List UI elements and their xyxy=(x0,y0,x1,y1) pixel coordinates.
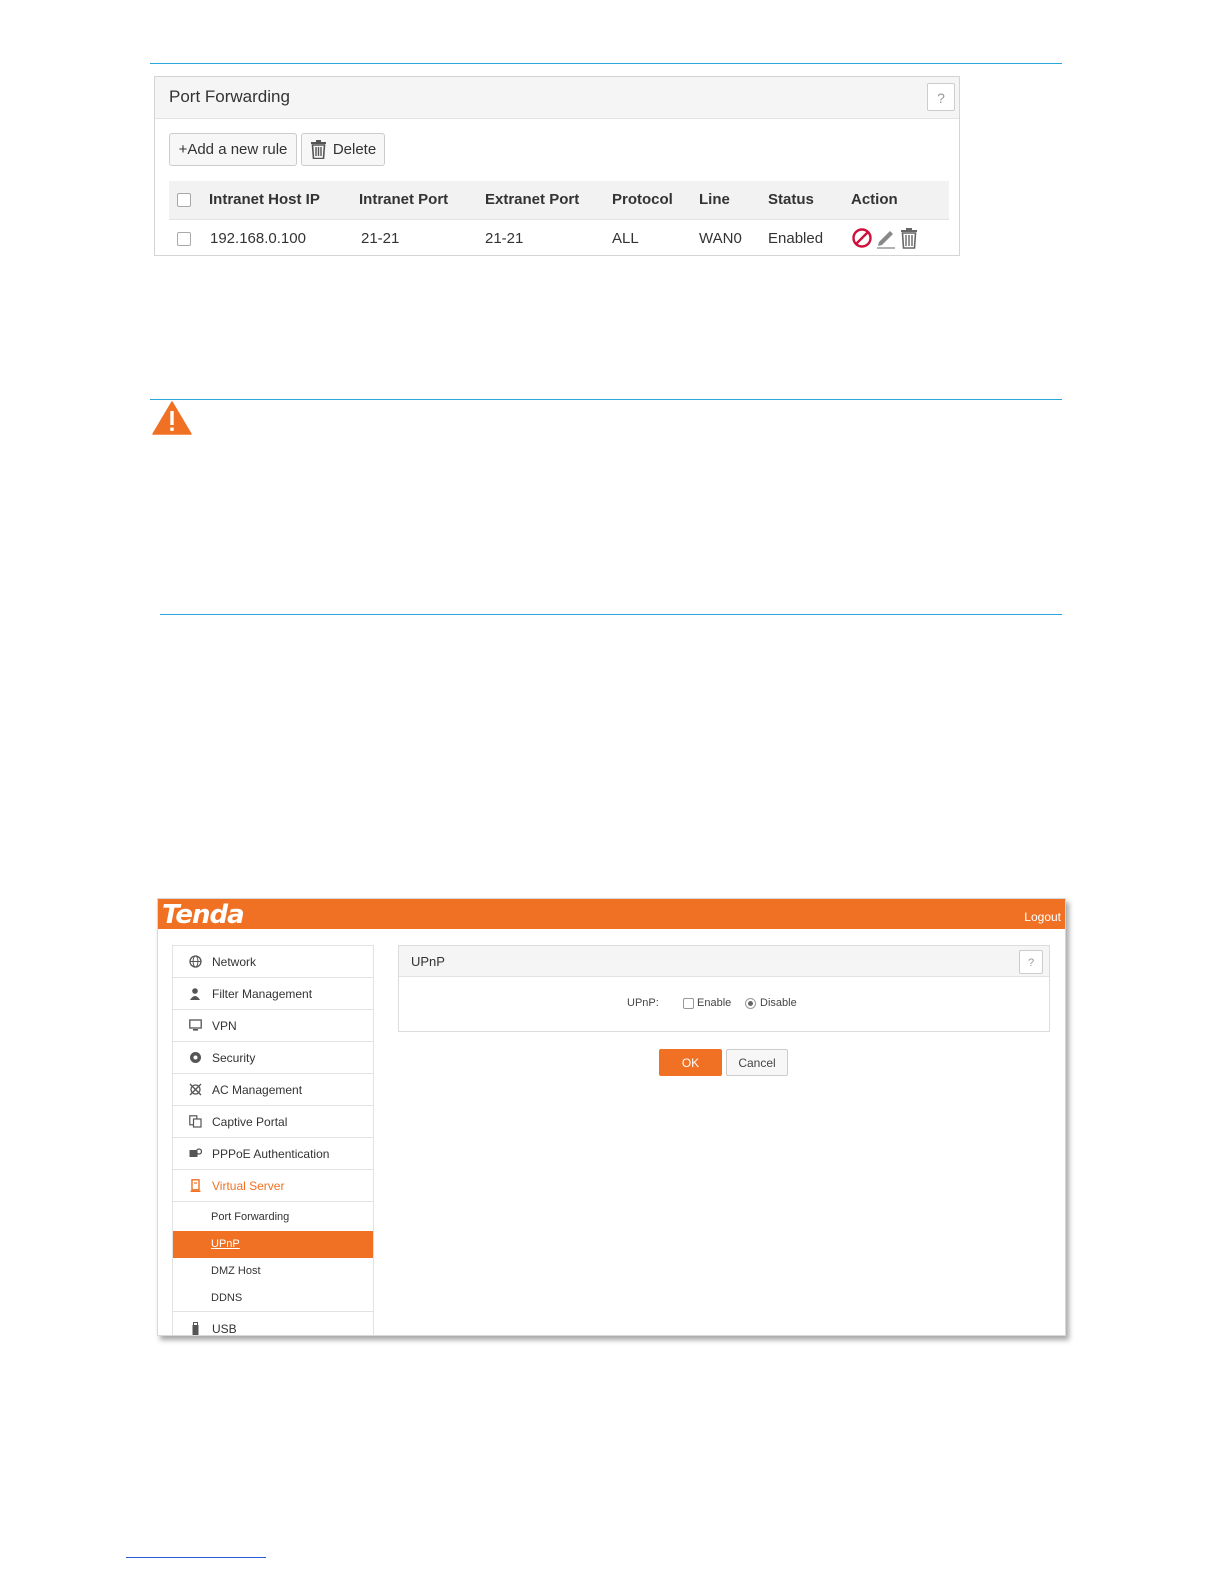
upnp-field-label: UPnP: xyxy=(627,997,659,1009)
panel-title: Port Forwarding xyxy=(169,87,290,106)
sidebar-item-label: AC Management xyxy=(212,1083,303,1097)
trash-icon xyxy=(310,140,327,159)
monitor-icon xyxy=(189,1019,202,1032)
upnp-panel xyxy=(398,945,1050,1032)
sidebar-item-label: Filter Management xyxy=(212,987,313,1001)
host-ip-cell: 192.168.0.100 xyxy=(210,230,306,247)
sidebar-item-label: Captive Portal xyxy=(212,1115,288,1129)
upnp-enable-radio[interactable] xyxy=(683,998,694,1009)
sidebar-subitem-label: DDNS xyxy=(211,1292,243,1304)
ac-icon xyxy=(189,1083,202,1096)
separator-warning-bottom xyxy=(160,614,1062,615)
sidebar-subitem-upnp[interactable] xyxy=(173,1231,373,1258)
sidebar-subitem-ddns[interactable] xyxy=(173,1285,373,1312)
select-all-checkbox[interactable] xyxy=(177,193,191,207)
intranet-port-cell: 21-21 xyxy=(361,230,400,247)
edit-icon[interactable] xyxy=(875,227,897,249)
server-icon xyxy=(189,1179,202,1192)
tenda-logo: Tenda xyxy=(162,900,244,930)
sidebar-subitem-label: UPnP xyxy=(211,1238,240,1250)
table-header-row xyxy=(169,181,949,220)
warning-icon xyxy=(152,401,192,435)
help-button[interactable]: ? xyxy=(927,83,955,111)
upnp-disable-label: Disable xyxy=(760,997,797,1009)
upnp-panel-header xyxy=(399,946,1049,977)
separator-top xyxy=(150,63,1062,64)
row-checkbox[interactable] xyxy=(177,232,191,246)
upnp-help-button[interactable]: ? xyxy=(1019,950,1043,974)
usb-icon xyxy=(189,1322,202,1335)
port-forwarding-panel xyxy=(154,76,960,256)
add-rule-button[interactable] xyxy=(169,133,297,166)
sidebar-item-security[interactable] xyxy=(173,1042,373,1074)
sidebar-item-captive-portal[interactable] xyxy=(173,1106,373,1138)
sidebar-item-label: Network xyxy=(212,955,257,969)
sidebar-subitem-port-forwarding[interactable] xyxy=(173,1204,373,1231)
column-header: Intranet Port xyxy=(359,191,449,208)
portal-icon xyxy=(189,1115,202,1128)
footer-link-underline[interactable] xyxy=(126,1557,266,1558)
upnp-enable-label: Enable xyxy=(697,997,732,1009)
tenda-upnp-window xyxy=(157,898,1066,1336)
upnp-title: UPnP xyxy=(411,954,445,969)
logout-link[interactable]: Logout xyxy=(1024,910,1061,924)
disable-icon[interactable] xyxy=(851,227,873,249)
extranet-port-cell: 21-21 xyxy=(485,230,524,247)
column-header: Extranet Port xyxy=(485,191,580,208)
line-cell: WAN0 xyxy=(699,230,742,247)
rules-table xyxy=(169,181,949,258)
separator-warning-top xyxy=(150,399,1062,400)
sidebar-item-label: VPN xyxy=(212,1019,237,1033)
status-cell: Enabled xyxy=(768,230,824,247)
ok-button[interactable]: OK xyxy=(659,1049,722,1076)
sidebar-item-pppoe-authentication[interactable] xyxy=(173,1138,373,1170)
sidebar-item-vpn[interactable] xyxy=(173,1010,373,1042)
protocol-cell: ALL xyxy=(612,230,639,247)
sidebar-item-filter-management[interactable] xyxy=(173,978,373,1010)
sidebar-item-virtual-server[interactable] xyxy=(173,1170,373,1202)
top-bar xyxy=(158,899,1065,929)
globe-icon xyxy=(189,955,202,968)
table-row xyxy=(169,220,949,258)
sidebar-item-label: PPPoE Authentication xyxy=(212,1147,330,1161)
sidebar-item-label: USB xyxy=(212,1322,237,1336)
sidebar xyxy=(172,945,374,1336)
shield-icon xyxy=(189,1051,202,1064)
panel-header xyxy=(155,77,959,119)
column-header: Protocol xyxy=(612,191,673,208)
sidebar-subitem-label: DMZ Host xyxy=(211,1265,261,1277)
cancel-button[interactable]: Cancel xyxy=(726,1049,788,1076)
trash-icon[interactable] xyxy=(898,227,920,249)
sidebar-subitem-label: Port Forwarding xyxy=(211,1211,290,1223)
add-rule-label: +Add a new rule xyxy=(178,141,288,158)
sidebar-item-ac-management[interactable] xyxy=(173,1074,373,1106)
column-header: Action xyxy=(851,191,898,208)
column-header: Status xyxy=(768,191,814,208)
upnp-panel-body xyxy=(399,977,1049,1033)
sidebar-item-label: Virtual Server xyxy=(212,1179,285,1193)
sidebar-item-network[interactable] xyxy=(173,946,373,978)
column-header: Line xyxy=(699,191,730,208)
user-filter-icon xyxy=(189,987,202,1000)
sidebar-subitem-dmz-host[interactable] xyxy=(173,1258,373,1285)
delete-label: Delete xyxy=(332,141,377,158)
upnp-disable-radio[interactable] xyxy=(745,998,756,1009)
sidebar-item-label: Security xyxy=(212,1051,256,1065)
sidebar-item-usb[interactable] xyxy=(173,1313,373,1336)
delete-button[interactable] xyxy=(301,133,385,166)
column-header: Intranet Host IP xyxy=(209,191,320,208)
pppoe-icon xyxy=(189,1147,202,1160)
